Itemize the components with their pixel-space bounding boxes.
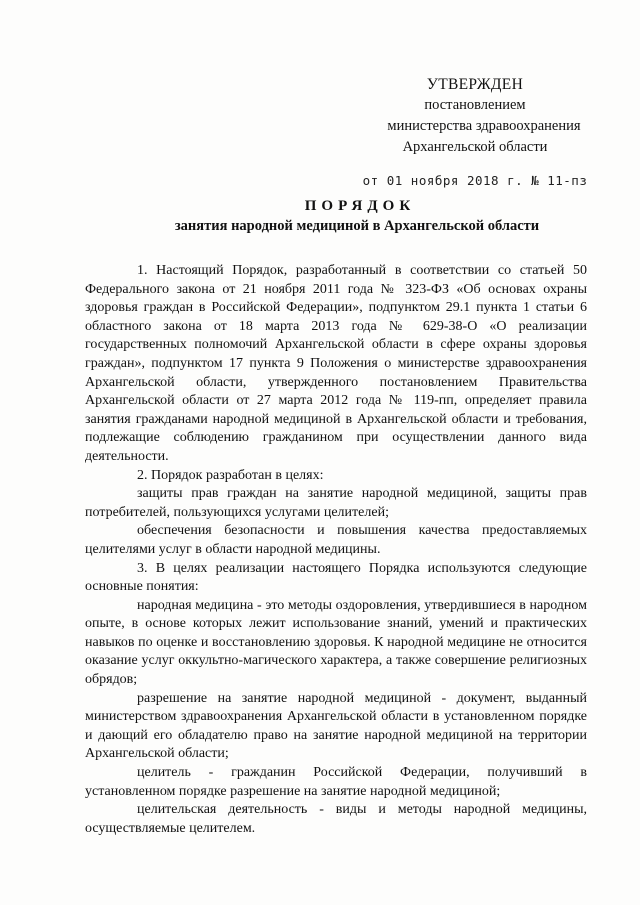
approval-stamp: УТВЕРЖДЕН xyxy=(426,76,524,93)
approval-date: от 01 ноября 2018 г. № 11-пз xyxy=(362,173,588,188)
paragraph-5: 3. В целях реализации настоящего Порядка используются следующие основные понятия: xyxy=(85,560,587,595)
document-heading xyxy=(0,198,640,235)
paragraph-4: обеспечения безопасности и повышения качества предоставляемых целителями услуг в области народной медицины. xyxy=(85,523,587,557)
approval-line-1: постановлением xyxy=(424,97,526,113)
document-body xyxy=(85,262,587,838)
paragraph-7: разрешение на занятие народной медициной - документ, выданный министерством здравоохранения Архангельской области в установленном порядке и дающий его обладателю право на занятие народной медициной на территории Архангельской области; xyxy=(85,690,587,762)
paragraph-3: защиты прав граждан на занятие народной медициной, защиты прав потребителей, пользующихся услугами целителей; xyxy=(85,486,587,520)
paragraph-9: целительская деятельность - виды и методы народной медицины, осуществляемые целителем. xyxy=(85,802,587,836)
paragraph-6: народная медицина - это методы оздоровления, утвердившиеся в народном опыте, в основе которых лежит использование знаний, умений и практических навыков по оценке и восстановлению здоровья. К народной медицине не относится оказание услуг оккультно-магического характера, а также совершение религиозных обрядов; xyxy=(85,597,587,688)
approval-block xyxy=(350,74,600,191)
document-title: ПОРЯДОК xyxy=(304,198,416,214)
paragraph-1: 1. Настоящий Порядок, разработанный в соответствии со статьей 50 Федерального закона от 21 ноября 2011 года № 323-ФЗ «Об основах охраны здоровья граждан в Российской Федерации», подпунктом 29.1 пункта 1 статьи 6 областного закона от 18 марта 2013 года № 629-38-О «О реализации государственных полномочий Архангельской области в сфере охраны здоровья граждан», подпунктом 17 пункта 9 Положения о министерстве здравоохранения Архангельской области, утвержденного постановлением Правительства Архангельской области от 27 марта 2012 года № 119-пп, определяет правила занятия гражданами народной медициной в Архангельской области и требования, подлежащие соблюдению гражданином при осуществлении данного вида деятельности. xyxy=(85,263,587,464)
approval-line-2: министерства здравоохранения xyxy=(387,118,581,134)
paragraph-2: 2. Порядок разработан в целях: xyxy=(137,467,324,483)
document-subtitle: занятия народной медициной в Архангельской области xyxy=(174,218,540,234)
approval-line-3: Архангельской области xyxy=(402,139,548,155)
paragraph-8: целитель - гражданин Российской Федерации, получивший в установленном порядке разрешение на занятие народной медициной; xyxy=(85,765,587,799)
